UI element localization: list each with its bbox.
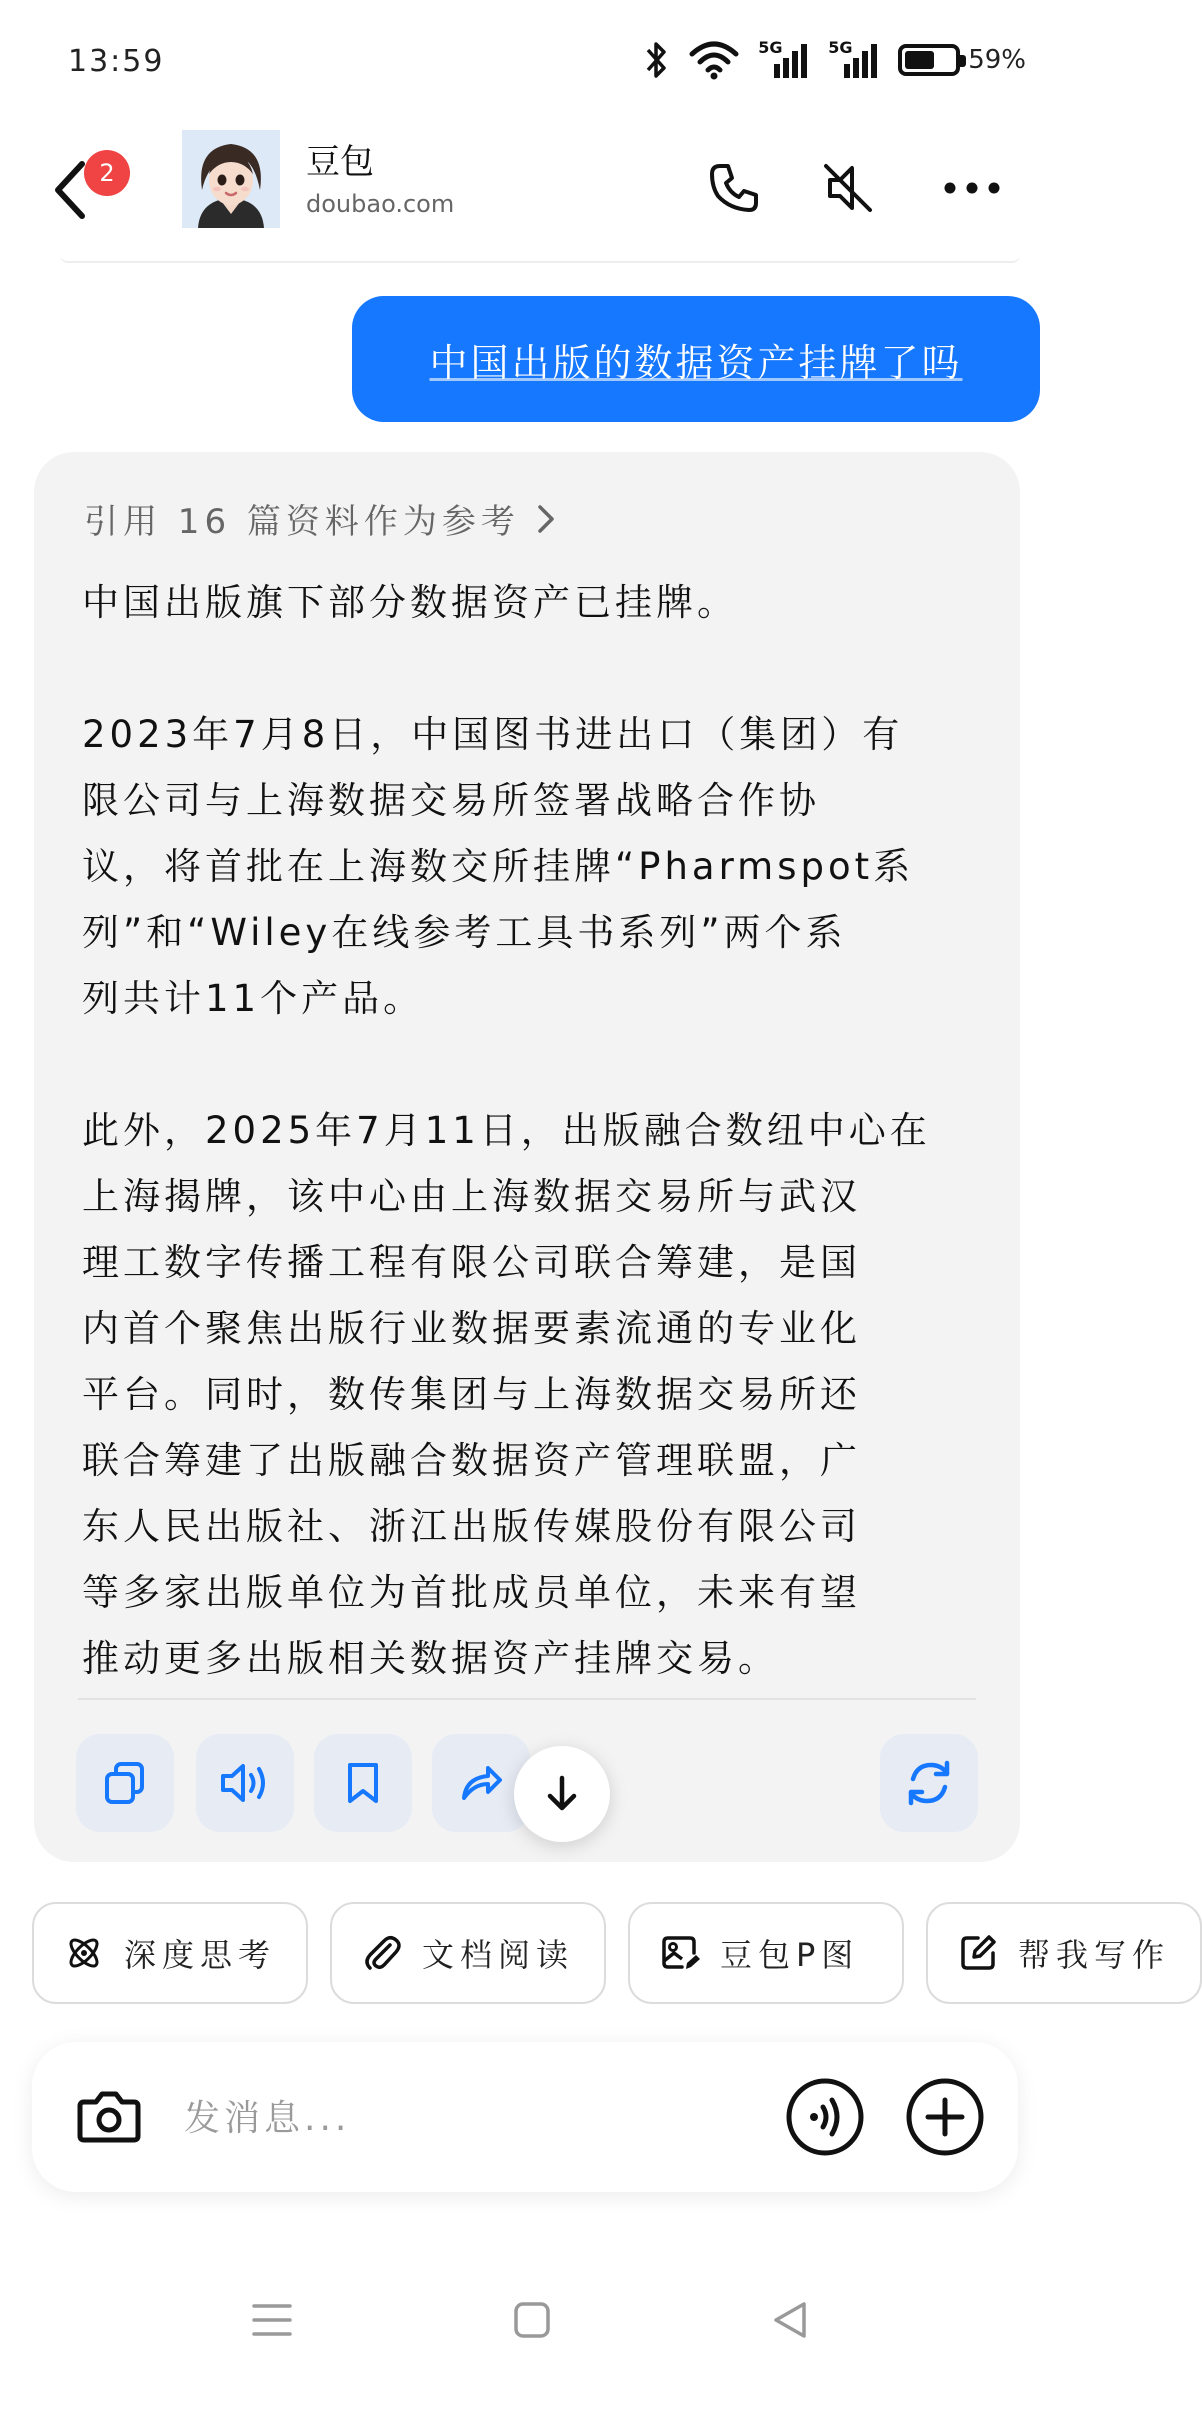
read-aloud-button[interactable] xyxy=(196,1734,294,1832)
bot-site: doubao.com xyxy=(306,190,455,218)
bluetooth-icon xyxy=(642,40,670,80)
nav-menu-button[interactable] xyxy=(232,2280,312,2360)
wifi-icon xyxy=(688,40,740,80)
chip-doubao-p-image[interactable] xyxy=(628,1902,904,2004)
references-label: 引用 16 篇资料作为参考 xyxy=(84,502,520,542)
chip-label: 帮我写作 xyxy=(1018,1936,1171,1974)
header-divider xyxy=(60,255,1020,263)
regenerate-icon xyxy=(903,1757,955,1809)
image-edit-icon xyxy=(660,1933,700,1973)
read-aloud-icon xyxy=(219,1760,271,1806)
chevron-right-icon xyxy=(534,501,558,537)
battery-icon xyxy=(898,44,960,76)
atom-icon xyxy=(64,1933,104,1973)
copy-icon xyxy=(102,1760,148,1806)
regenerate-button[interactable] xyxy=(880,1734,978,1832)
add-button[interactable] xyxy=(904,2076,986,2158)
scroll-to-bottom-button[interactable] xyxy=(514,1746,610,1842)
speaker-muted-icon xyxy=(820,160,876,216)
bot-name: 豆包 xyxy=(306,142,374,182)
bookmark-button[interactable] xyxy=(314,1734,412,1832)
message-input[interactable] xyxy=(184,2090,624,2146)
chip-document-reading[interactable] xyxy=(330,1902,606,2004)
phone-icon xyxy=(706,160,762,216)
system-navigation-bar xyxy=(0,2240,1080,2412)
answer-paragraph: 此外，2025年7月11日，出版融合数纽中心在 上海揭牌，该中心由上海数据交易所与武汉 理工数字传播工程有限公司联合筹建，是国 内首个聚焦出版行业数据要素流通的专业化 平台。同时，数传集团与上海数据交易所还 联合筹建了出版融合数据资产管理联盟，广 东人民出版社、浙江出版传媒股份有限公司 等多家出版单位为首批成员单位，未来有望 推动更多出版相关数据资产挂牌交易。 xyxy=(82,1109,931,1680)
card-divider xyxy=(78,1698,976,1700)
cellular-signal-2-icon: 5G xyxy=(828,40,880,80)
message-input-bar xyxy=(32,2042,1018,2192)
arrow-down-icon xyxy=(544,1774,580,1814)
edit-icon xyxy=(958,1933,998,1973)
answer-paragraph: 2023年7月8日，中国图书进出口（集团）有 限公司与上海数据交易所签署战略合作协 议，将首批在上海数交所挂牌“Pharmspot系 列”和“Wiley在线参考工具书系列”两个系 列共计11个产品。 xyxy=(82,713,915,1020)
quick-actions xyxy=(32,1902,1171,2006)
call-button[interactable] xyxy=(694,148,774,228)
unread-badge: 2 xyxy=(84,150,130,196)
status-time: 13:59 xyxy=(68,44,165,79)
voice-button[interactable] xyxy=(784,2076,866,2158)
chip-label: 深度思考 xyxy=(124,1936,277,1974)
camera-button[interactable] xyxy=(70,2078,148,2156)
mute-button[interactable] xyxy=(808,148,888,228)
user-message-bubble[interactable] xyxy=(352,296,1040,422)
cellular-signal-1-icon: 5G xyxy=(758,40,810,80)
user-message-text: 中国出版的数据资产挂牌了吗 xyxy=(429,340,963,385)
chip-deep-thinking[interactable] xyxy=(32,1902,308,2004)
paperclip-icon xyxy=(362,1933,402,1973)
nav-back-button[interactable] xyxy=(750,2280,830,2360)
more-button[interactable] xyxy=(932,148,1012,228)
home-square-icon xyxy=(512,2300,552,2340)
camera-icon xyxy=(76,2088,142,2146)
avatar[interactable] xyxy=(182,130,280,228)
references-link[interactable] xyxy=(84,494,558,543)
voice-icon xyxy=(784,2076,866,2158)
status-bar xyxy=(0,0,1080,120)
battery-indicator xyxy=(898,44,1026,76)
chip-label: 文档阅读 xyxy=(422,1936,575,1974)
answer-card xyxy=(34,452,1020,1862)
avatar-image xyxy=(182,130,280,228)
chip-label: 豆包P图 xyxy=(720,1936,860,1974)
menu-icon xyxy=(250,2300,294,2340)
bookmark-icon xyxy=(343,1760,383,1806)
battery-percent: 59% xyxy=(968,45,1026,75)
status-icons xyxy=(642,38,1026,82)
answer-text xyxy=(82,570,1002,1692)
copy-button[interactable] xyxy=(76,1734,174,1832)
plus-icon xyxy=(904,2076,986,2158)
nav-home-button[interactable] xyxy=(492,2280,572,2360)
answer-paragraph: 中国出版旗下部分数据资产已挂牌。 xyxy=(82,581,738,624)
chat-header xyxy=(0,120,1080,260)
more-icon xyxy=(942,178,1002,198)
back-triangle-icon xyxy=(770,2300,810,2340)
chip-help-write[interactable] xyxy=(926,1902,1202,2004)
share-icon xyxy=(458,1760,504,1806)
